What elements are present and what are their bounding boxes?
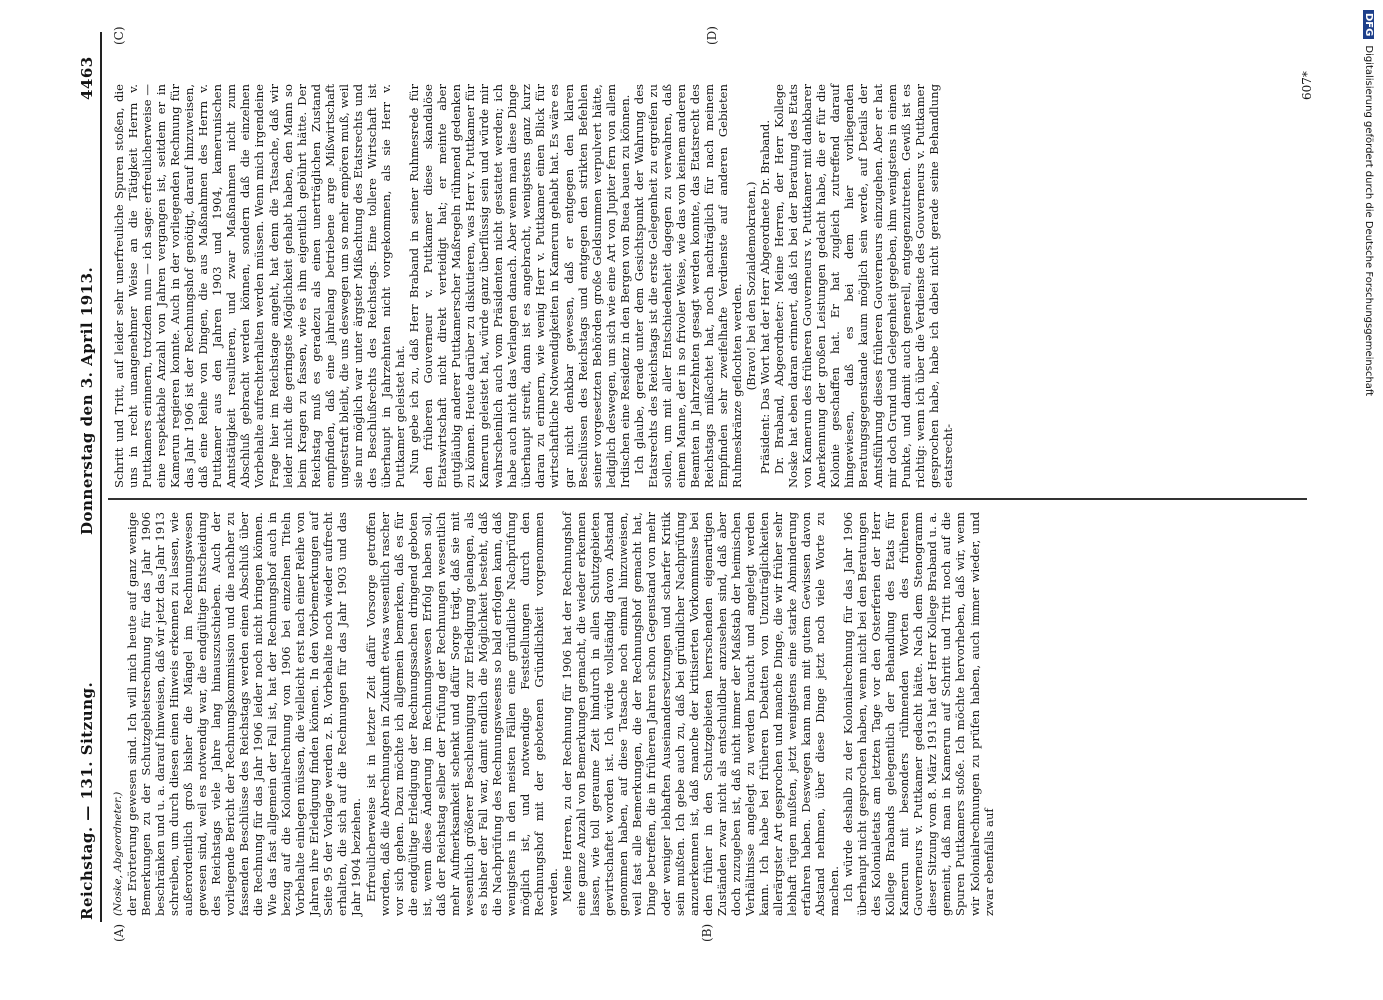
speaker-label: (Noske, Abgeordneter.) xyxy=(112,791,124,916)
margin-marker-b: (B) xyxy=(700,923,714,942)
page-header-left: Reichstag. — 131. Sitzung. xyxy=(78,681,96,920)
margin-marker-a: (A) xyxy=(112,923,126,942)
paragraph: Ich glaube, gerade unter dem Gesichtspunkt der Wahrung des Etatsrechts des Reichstags ist die erste Gelegenheit zu ergreifen zu sollen, um mit aller Entschiedenheit dagegen zu verwahren, daß einem Manne, der in so frivoler Weise, wie das von keinem anderen Beamten in Jahrzehnten gesagt werden konnte, das Etatsrecht des Reichstags mißachtet hat, noch nachträglich für nach meinem Empfinden sehr zweifelhafte Verdienste auf anderen Gebieten Ruhmeskränze geflochten werden. xyxy=(631,84,745,488)
page-number: 4463 xyxy=(78,56,96,100)
page-header-date: Donnerstag den 3. April 1913. xyxy=(78,266,96,535)
paragraph: Schritt und Tritt, auf leider sehr unerfreuliche Spuren stoßen, die uns in recht unangenehmer Weise an die Tätigkeit Herrn v. Puttkamers erinnern, trotzdem nun — ich sage: erfreulicherweise — eine respektable Anzahl von Jahren vergangen ist, seitdem er in Kamerun regieren konnte. Auch in der vorliegenden Rechnung für das Jahr 1906 ist der Rechnungshof genötigt, darauf hinzuweisen, daß eine Reihe von Dingen, die aus Maßnahmen des Herrn v. Puttkamer aus den Jahren 1903 und 1904, kamerunischen Amtstätigkeit resultieren, und zwar Maßnahmen nicht zum Abschluß gebracht werden können, sondern daß die einzelnen Vorbehalte aufrechterhalten werden müssen. Wenn mich irgendeine Frage hier im Reichstage angeht, hat denn die Tatsache, daß wir leider nicht die geringste Möglichkeit gehabt haben, den Mann so beim Kragen zu fassen, wie es ihm eigentlich gebührt hätte. Der Reichstag muß es geradezu als einen unerträglichen Zustand empfinden, daß eine jahrelang betriebene arge Mißwirtschaft ungestraft bleibt, die uns deswegen um so mehr empören muß, weil sie nur möglich war unter ärgster Mißachtung des Etatsrechts und des Beschlußrechts des Reichstags. Eine tollere Wirtschaft ist überhaupt in Jahrzehnten nicht vorgekommen, als sie Herr v. Puttkamer geleistet hat. xyxy=(112,84,407,488)
paragraph: der Erörterung gewesen sind. Ich will mich heute auf ganz wenige Bemerkungen zu der Schutzgebietsrechnung für das Jahr 1906 beschränken und u. a. darauf hinweisen, daß wir jetzt das Jahr 1913 schreiben, um durch diesen einen Hinweis erkennen zu lassen, wie außerordentlich groß bisher die Mängel im Rechnungswesen gewesen sind, weil es notwendig war, die endgültige Entscheidung des Reichstags viele Jahre lang hinauszuschieben. Auch der vorliegende Bericht der Rechnungskommission und die nachher zu fassenden Beschlüsse des Reichstags werden einen Abschluß über die Rechnung für das Jahr 1906 leider noch nicht bringen können. Wie das fast allgemein der Fall ist, hat der Rechnungshof auch in bezug auf die Kolonialrechnung von 1906 bei einzelnen Titeln Vorbehalte einlegen müssen, die vielleicht erst nach einer Reihe von Jahren ihre Erledigung finden können. In den Vorbemerkungen auf Seite 95 der Vorlage werden z. B. Vorbehalte noch wieder aufrecht erhalten, die sich auf die Rechnungen für das Jahr 1903 und das Jahr 1904 beziehen. xyxy=(124,512,364,916)
paragraph: Erfreulicherweise ist in letzter Zeit dafür Vorsorge getroffen worden, daß die Abrechnungen in Zukunft etwas wesentlich rascher vor sich gehen. Dazu möchte ich allgemein bemerken, daß es für die endgültige Erledigung der Rechnungssachen dringend geboten ist, wenn diese Änderung im Rechnungswesen Erfolg haben soll, daß der Reichstag selber der Prüfung der Rechnungen wesentlich mehr Aufmerksamkeit schenkt und dafür Sorge trägt, daß sie mit wesentlich größerer Beschleunigung zur Erledigung gelangen, als es bisher der Fall war, damit endlich die Möglichkeit besteht, daß die Nachprüfung des Rechnungswesens so bald erfolgen kann, daß wenigstens in den meisten Fällen eine gründliche Nachprüfung möglich ist, und notwendige Feststellungen durch den Rechnungshof mit der gebotenen Gründlichkeit vorgenommen werden. xyxy=(363,512,561,916)
margin-marker-c: (C) xyxy=(112,26,126,45)
dfg-logo: DFG xyxy=(1363,10,1374,39)
left-column xyxy=(112,512,996,916)
paragraph: Dr. Braband, Abgeordneter: Meine Herren, der Herr Kollege Noske hat eben daran erinnert, daß ich bei der Beratung des Etats von Kamerun des früheren Gouverneurs v. Puttkamer mit dankbarer Anerkennung der großen Leistungen gedacht habe, die er für die Kolonie geschaffen hat. Er hat zugleich zutreffend darauf hingewiesen, daß es bei dem hier vorliegenden Beratungsgegenstande kaum möglich sein werde, auf Details der Amtsführung dieses früheren Gouverneurs einzugehen. Aber er hat mir doch Grund und Gelegenheit gegeben, ihm wenigstens in einem Punkte, und damit auch generell, entgegenzutreten. Gewiß ist es richtig: wenn ich über die Verdienste des Gouverneurs v. Puttkamer gesprochen habe, habe ich dabei nicht gerade seine Behandlung etatsrecht- xyxy=(772,84,955,488)
credit-text: Digitalisierung gefördert durch die Deutsche Forschungsgemeinschaft xyxy=(1363,45,1374,397)
digitization-credit xyxy=(1356,2,1376,998)
paragraph: Nun gebe ich zu, daß Herr Braband in seiner Ruhmesrede für den früheren Gouverneur v. Puttkamer diese skandalöse Etatswirtschaft nicht direkt verteidigt hat; er meinte aber gutgläubig anderer Puttkamerscher Maßregeln rühmend gedenken zu können. Heute darüber zu diskutieren, was Herr v. Puttkamer für Kamerun geleistet hat, würde ganz überflüssig sein und würde mir wahrscheinlich auch vom Präsidenten nicht gestattet werden; ich habe auch nicht das Verlangen danach. Aber wenn man diese Dinge überhaupt streift, dann ist es angebracht, wenigstens ganz kurz daran zu erinnern, wie wenig Herr v. Puttkamer einen Blick für wirtschaftliche Notwendigkeiten in Kamerun gehabt hat. Es wäre es gar nicht denkbar gewesen, daß er entgegen den klaren Beschlüssen des Reichstags und entgegen den strikten Befehlen seiner vorgesetzten Behörden große Geldsummen verpulvert hätte, lediglich deswegen, um sich wie eine Art von Jupiter fern von allem Irdischen eine Residenz in den Bergen von Buea bauen zu können. xyxy=(406,84,632,488)
column-divider xyxy=(108,498,1307,500)
right-column xyxy=(112,84,955,488)
paragraph: Ich würde deshalb zu der Kolonialrechnung für das Jahr 1906 überhaupt nicht gesprochen haben, wenn nicht bei den Beratungen des Kolonialetats am letzten Tage vor den Osterferien der Herr Kollege Brabands gelegentlich der Behandlung des Etats für Kamerun mit besonders rühmenden Worten des früheren Gouverneurs v. Puttkamer gedacht hätte. Nach dem Stenogramm dieser Sitzung vom 8. März 1913 hat der Herr Kollege Braband u. a. gemeint, daß man in Kamerun auf Schritt und Tritt noch auf die Spuren Puttkamers stoße. Ich möchte hervorheben, daß wir, wenn wir Kolonialrechnungen zu prüfen haben, auch immer wieder, und zwar ebenfalls auf xyxy=(841,512,996,916)
president-remark: Präsident: Das Wort hat der Herr Abgeordnete Dr. Braband. xyxy=(758,119,773,475)
signature-mark: 607* xyxy=(1300,71,1314,100)
applause-note: (Bravo! bei den Sozialdemokraten.) xyxy=(744,181,759,391)
paragraph: Meine Herren, zu der Rechnung für 1906 hat der Rechnungshof eine ganze Anzahl von Bemerkungen gemacht, die wieder erkennen lassen, wie toll geraume Zeit hindurch in allen Schutzgebieten gewirtschaftet worden ist. Ich würde vollständig davon Abstand genommen haben, auf diese Tatsache noch einmal hinzuweisen, weil fast alle Bemerkungen, die der Rechnungshof gemacht hat, Dinge betreffen, die in früheren Jahren schon Gegenstand von mehr oder weniger lebhaften Auseinandersetzungen und scharfer Kritik sein mußten. Ich gebe auch zu, daß bei gründlicher Nachprüfung anzuerkennen ist, daß manche der kritisierten Vorkommnisse bei den früher in den Schutzgebieten herrschenden eigenartigen Zuständen zwar nicht als entschuldbar anzusehen sind, daß aber doch zuzugeben ist, daß nicht immer der Maßstab der heimischen Verhältnisse angelegt zu werden braucht und angelegt werden kann. Ich habe bei früheren Debatten von Unzuträglichkeiten allerärgster Art gesprochen und manche Dinge, die wir früher sehr lebhaft rügen mußten, jetzt wenigstens eine starke Abminderung erfahren haben. Deswegen kann man mit gutem Gewissen davon Abstand nehmen, über diese Dinge jetzt noch viele Worte zu machen. xyxy=(560,512,842,916)
header-rule xyxy=(100,32,102,922)
margin-marker-d: (D) xyxy=(705,26,719,45)
